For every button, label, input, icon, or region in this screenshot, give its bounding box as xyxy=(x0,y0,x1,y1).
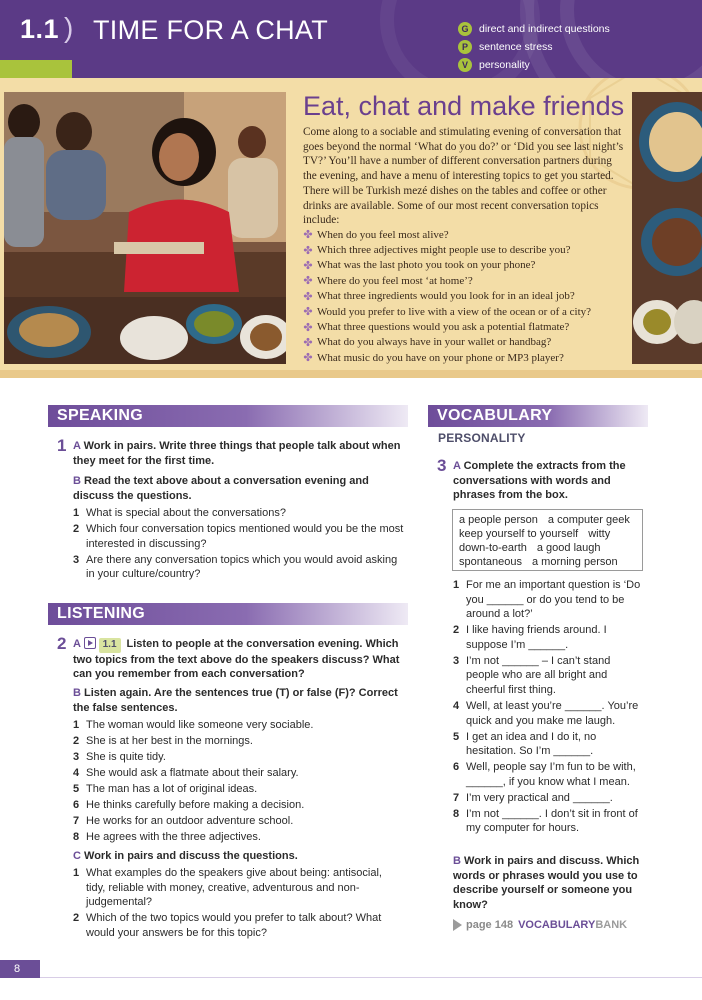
list-item: 7 I’m very practical and ______. xyxy=(453,791,613,804)
sound-waves-icon: ) xyxy=(64,12,74,43)
food-photo xyxy=(632,92,702,364)
true-false-sentences xyxy=(73,718,405,846)
flower-bullet-icon: ✤ xyxy=(303,275,313,288)
list-item: 1 The woman would like someone very sociable. xyxy=(73,719,314,731)
flower-bullet-icon: ✤ xyxy=(303,336,313,349)
list-item: ✤ What music do you have on your phone or MP3 player? xyxy=(303,351,564,365)
list-item: ✤ When do you feel most alive? xyxy=(303,228,449,242)
list-item: 8 I’m not ______. I don’t sit in front of my computer for hours. xyxy=(453,807,638,835)
list-item: 1 For me an important question is ‘Do you ______ or do you tend to be around a lot?’ xyxy=(453,579,641,621)
list-item: 2 I like having friends around. I suppose I’m ______. xyxy=(453,624,607,651)
speaking-questions xyxy=(73,506,405,583)
list-item: ✤ What was the last photo you took on your phone? xyxy=(303,259,536,272)
topic-list xyxy=(303,227,633,366)
list-item: 3 I’m not ______ – I can’t stand people who are all bright and cheerful first thing. xyxy=(453,654,611,696)
exercise-number: 2 xyxy=(57,634,67,653)
flower-bullet-icon: ✤ xyxy=(303,229,313,242)
vocabulary-badge-icon: V xyxy=(458,58,472,72)
grammar-badge-icon: G xyxy=(458,22,472,36)
focus-vocabulary: V personality xyxy=(458,56,610,73)
exercise-3b-instruction: B Work in pairs and discuss. Which words or phrases would you use to describe yourself or someone you know? xyxy=(453,855,640,911)
article-band-bottom xyxy=(0,370,702,378)
flower-bullet-icon: ✤ xyxy=(303,352,313,365)
list-item: 4 She would ask a flatmate about their salary. xyxy=(73,766,299,779)
list-item: 2 Which of the two topics would you prefer to talk about? What would your answers be for this topic? xyxy=(73,912,382,939)
flower-bullet-icon: ✤ xyxy=(303,244,313,257)
exercise-number: 1 xyxy=(57,436,67,455)
list-item: 6 He thinks carefully before making a decision. xyxy=(73,798,305,811)
unit-header xyxy=(0,0,702,78)
list-item: ✤ What three questions would you ask a potential flatmate? xyxy=(303,321,570,334)
list-item: 3 Are there any conversation topics which you would avoid asking in your culture/country? xyxy=(73,553,398,581)
list-item: 1 What examples do the speakers give about being: antisocial, tidy, reliable with money, creative, adventurous and non-judgemental? xyxy=(73,867,382,909)
list-item: 2 She is at her best in the mornings. xyxy=(73,734,253,747)
unit-title: TIME FOR A CHAT xyxy=(93,15,329,45)
list-item: ✤ What do you always have in your wallet or handbag? xyxy=(303,336,552,349)
article-title: Eat, chat and make friends xyxy=(303,91,625,121)
header-accent-strip xyxy=(0,60,72,78)
article-body: Come along to a sociable and stimulating evening of conversation that goes beyond the normal ‘What do you do?’ or ‘Did you see last night’s TV?’ You’ll have a number of different conversation partners during the evening, and have a menu of interesting topics to get you started. There will be Turkish mezé dishes on the tables and coffee or other drinks are available. Some of our most recent conversation topics include: xyxy=(303,126,624,227)
flower-bullet-icon: ✤ xyxy=(303,306,313,319)
list-item: 5 The man has a lot of original ideas. xyxy=(73,782,258,795)
audio-play-icon[interactable] xyxy=(84,637,96,649)
word-box: a people person a computer geek keep yourself to yourself witty down-to-earth a good laugh spontaneous a morning person xyxy=(452,509,643,571)
list-item: 7 He works for an outdoor adventure school. xyxy=(73,814,294,827)
list-item: 4 Well, at least you’re ______. You’re quick and you make me laugh. xyxy=(453,699,639,727)
flower-bullet-icon: ✤ xyxy=(303,290,313,303)
focus-grammar: G direct and indirect questions xyxy=(458,20,610,37)
list-item: 3 She is quite tidy. xyxy=(73,750,166,763)
speaking-heading: SPEAKING xyxy=(48,405,408,427)
listening-heading: LISTENING xyxy=(48,603,408,625)
lesson-focus-list xyxy=(458,20,610,74)
vocabulary-bank-link[interactable]: page 148 VOCABULARY BANK xyxy=(453,919,627,931)
list-item: ✤ Would you prefer to live with a view of the ocean or of a city? xyxy=(303,305,592,319)
arrow-right-icon xyxy=(453,919,462,931)
exercise-2b-instruction: B Listen again. Are the sentences true (T) or false (F)? Correct the false sentences. xyxy=(73,687,398,714)
flower-bullet-icon: ✤ xyxy=(303,259,313,272)
focus-pronunciation: P sentence stress xyxy=(458,38,610,55)
flower-bullet-icon: ✤ xyxy=(303,321,313,334)
exercise-2c-instruction: C Work in pairs and discuss the questions. xyxy=(73,850,298,862)
unit-number: 1.1 xyxy=(20,14,60,44)
extract-list xyxy=(453,578,643,837)
footer-divider xyxy=(40,977,702,978)
exercise-3a-instruction: A Complete the extracts from the conversations with words and phrases from the box. xyxy=(453,460,626,502)
discussion-questions xyxy=(73,866,403,942)
list-item: ✤ What three ingredients would you look for in an ideal job? xyxy=(303,290,575,303)
list-item: 5 I get an idea and I do it, no hesitation. So I’m ______. xyxy=(453,730,597,758)
exercise-2a-instruction: A 1.1 Listen to people at the conversation evening. Which two topics from the text above do the speakers discuss? What can you remember from each conversation? xyxy=(73,638,400,681)
page-number: 8 xyxy=(0,960,40,978)
exercise-1a-instruction: A Work in pairs. Write three things that people talk about when they meet for the first time. xyxy=(73,440,401,467)
list-item: ✤ Which three adjectives might people use to describe you? xyxy=(303,244,571,257)
cafe-photo xyxy=(4,92,286,364)
list-item: 8 He agrees with the three adjectives. xyxy=(73,830,261,843)
list-item: ✤ Where do you feel most ‘at home’? xyxy=(303,274,473,288)
list-item: 1 What is special about the conversations? xyxy=(73,507,286,519)
vocabulary-heading: VOCABULARY xyxy=(428,405,648,427)
exercise-1b-instruction: B Read the text above about a conversation evening and discuss the questions. xyxy=(73,475,369,502)
vocabulary-subheading: PERSONALITY xyxy=(438,431,526,445)
audio-track-label[interactable]: 1.1 xyxy=(99,638,121,653)
pronunciation-badge-icon: P xyxy=(458,40,472,54)
list-item: 6 Well, people say I’m fun to be with, ______, if you know what I mean. xyxy=(453,761,636,788)
exercise-number: 3 xyxy=(437,456,447,475)
list-item: 2 Which four conversation topics mentioned would you be the most interested in discussing? xyxy=(73,522,404,550)
